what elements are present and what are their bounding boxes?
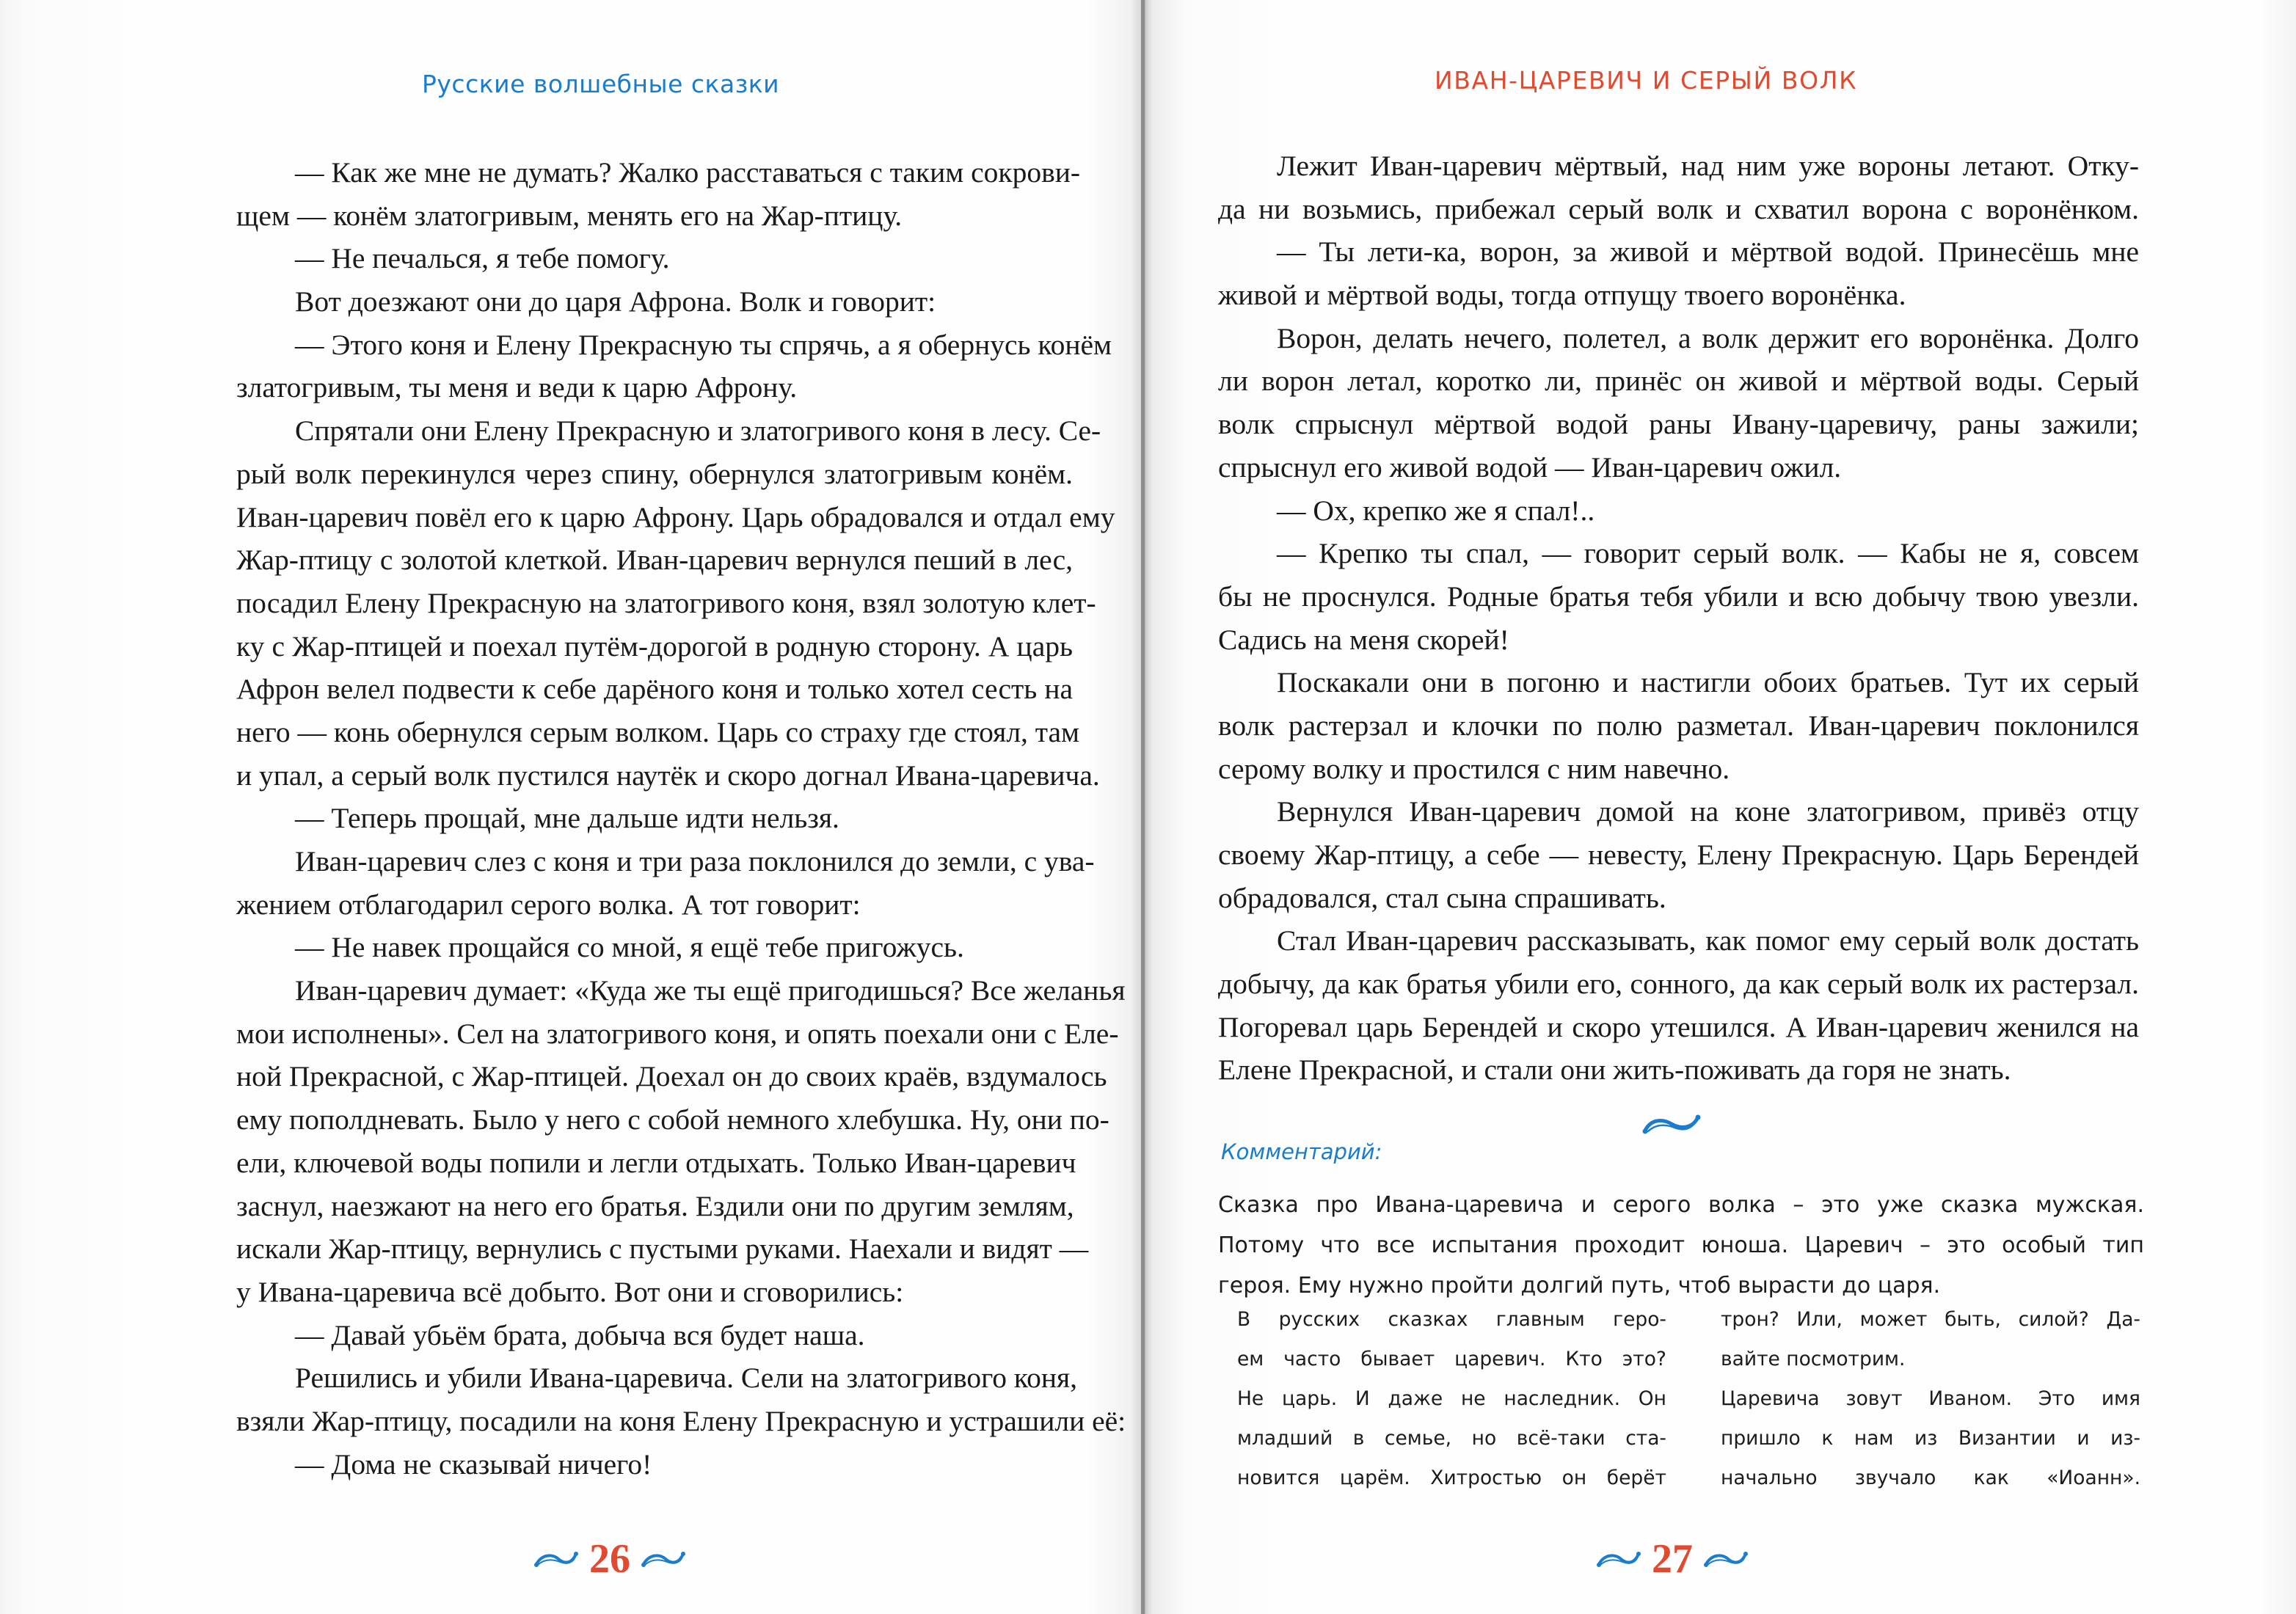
text-line: и упал, а серый волк пустился наутёк и скоро догнал Ивана-царевича. bbox=[236, 759, 1100, 792]
comment-label: Комментарий: bbox=[1221, 1139, 1382, 1164]
text-line: щем — конём златогривым, менять его на Жар-птицу. bbox=[236, 199, 903, 232]
comment-line: новится царём. Хитростью он берёт bbox=[1237, 1467, 1666, 1489]
comment-line: вайте посмотрим. bbox=[1721, 1348, 1906, 1370]
text-line: — Давай убьём брата, добыча вся будет наша. bbox=[295, 1318, 865, 1351]
text-line: Стал Иван-царевич рассказывать, как помог ему серый волк достать bbox=[1277, 924, 2139, 957]
text-line: искали Жар-птицу, вернулись с пустыми руками. Наехали и видят — bbox=[236, 1233, 1089, 1266]
text-line: Спрятали они Елену Прекрасную и златогривого коня в лесу. Се- bbox=[295, 415, 1101, 448]
page-number-left bbox=[533, 1533, 686, 1585]
right-swash-icon bbox=[1703, 1549, 1749, 1569]
text-line: ему пополдневать. Было у него с собой немного хлебушка. Ну, они по- bbox=[236, 1103, 1109, 1136]
right-page-body bbox=[1218, 145, 2139, 1092]
text-line: Жар-птицу с золотой клеткой. Иван-царевич вернулся пеший в лес, bbox=[236, 544, 1073, 577]
comment-column-2 bbox=[1721, 1300, 2140, 1498]
page-number: 27 bbox=[1652, 1536, 1693, 1582]
book-gutter bbox=[1141, 0, 1145, 1614]
text-line: ной Прекрасной, с Жар-птицей. Доехал он до своих краёв, вздумалось bbox=[236, 1060, 1107, 1093]
text-line: ку с Жар-птицей и поехал путём-дорогой в родную сторону. А царь bbox=[236, 629, 1073, 662]
text-line: заснул, наезжают на него его братья. Ездили они по другим землям, bbox=[236, 1189, 1074, 1222]
text-line: — Не печалься, я тебе помогу. bbox=[295, 242, 670, 275]
text-line: добычу, да как братья убили его, сонного, да как серый волк их растерзал. bbox=[1218, 968, 2139, 1001]
text-line: — Теперь прощай, мне дальше идти нельзя. bbox=[295, 802, 839, 835]
text-line: Иван-царевич повёл его к царю Афрону. Царь обрадовался и отдал ему bbox=[236, 500, 1115, 533]
text-line: — Дома не сказывай ничего! bbox=[295, 1447, 652, 1480]
text-line: — Ты лети-ка, ворон, за живой и мёртвой водой. Принесёшь мне bbox=[1277, 235, 2139, 269]
text-line: Афрон велел подвести к себе дарёного коня и только хотел сесть на bbox=[236, 673, 1073, 706]
text-line: него — конь обернулся серым волком. Царь со страху где стоял, там bbox=[236, 715, 1080, 748]
comment-line: героя. Ему нужно пройти долгий путь, чтоб вырасти до царя. bbox=[1218, 1273, 1941, 1299]
running-head-right: ИВАН-ЦАРЕВИЧ И СЕРЫЙ ВОЛК bbox=[1435, 66, 1858, 95]
text-line: Иван-царевич думает: «Куда же ты ещё пригодишься? Все желанья bbox=[295, 974, 1126, 1007]
text-line: — Крепко ты спал, — говорит серый волк. — Кабы не я, совсем bbox=[1277, 537, 2139, 570]
text-line: своему Жар-птицу, а себе — невесту, Елену Прекрасную. Царь Берендей bbox=[1218, 839, 2139, 871]
comment-column-1 bbox=[1237, 1300, 1666, 1498]
comment-line: Потому что все испытания проходит юноша. Царевич – это особый тип bbox=[1218, 1233, 2144, 1258]
comment-line: трон? Или, может быть, силой? Да- bbox=[1721, 1308, 2140, 1331]
text-line: — Этого коня и Елену Прекрасную ты спрячь, а я обернусь конём bbox=[295, 328, 1112, 361]
text-line: у Ивана-царевича всё добыто. Вот они и сговорились: bbox=[236, 1275, 904, 1308]
text-line: бы не проснулся. Родные братья тебя убили и всю добычу твою увезли. bbox=[1218, 580, 2139, 613]
text-line: Лежит Иван-царевич мёртвый, над ним уже вороны летают. Отку- bbox=[1277, 150, 2139, 182]
text-line: Иван-царевич слез с коня и три раза поклонился до земли, с ува- bbox=[295, 845, 1095, 877]
text-line: Поскакали они в погоню и настигли обоих братьев. Тут их серый bbox=[1277, 666, 2139, 699]
running-head-left: Русские волшебные сказки bbox=[422, 70, 780, 98]
left-swash-icon bbox=[1596, 1549, 1641, 1569]
text-line: — Не навек прощайся со мной, я ещё тебе пригожусь. bbox=[295, 931, 964, 964]
comment-line: ем часто бывает царевич. Кто это? bbox=[1237, 1348, 1666, 1370]
text-line: Погоревал царь Берендей и скоро утешился. А Иван-царевич женился на bbox=[1218, 1010, 2139, 1043]
text-line: рый волк перекинулся через спину, обернулся златогривым конём. bbox=[236, 457, 1073, 490]
comment-line: Сказка про Ивана-царевича и серого волка – это уже сказка мужская. bbox=[1218, 1192, 2144, 1218]
text-line: Садись на меня скорей! bbox=[1218, 623, 1509, 656]
text-line: да ни возьмись, прибежал серый волк и схватил ворона с воронёнком. bbox=[1218, 192, 2139, 225]
text-line: ели, ключевой воды попили и легли отдыхать. Только Иван-царевич bbox=[236, 1146, 1076, 1179]
left-swash-icon bbox=[533, 1549, 579, 1569]
text-line: посадил Елену Прекрасную на златогривого коня, взял золотую клет- bbox=[236, 586, 1096, 619]
page-number: 26 bbox=[589, 1536, 630, 1582]
text-line: серому волку и простился с ним навечно. bbox=[1218, 752, 1730, 785]
comment-intro bbox=[1218, 1185, 2144, 1306]
text-line: ли ворон летал, коротко ли, принёс он живой и мёртвой воды. Серый bbox=[1218, 365, 2139, 398]
comment-line: Царевича зовут Иваном. Это имя bbox=[1721, 1387, 2140, 1410]
left-page-body bbox=[236, 151, 1126, 1486]
text-line: Решились и убили Ивана-царевича. Сели на златогривого коня, bbox=[295, 1362, 1078, 1395]
text-line: Елене Прекрасной, и стали они жить-поживать да горя не знать. bbox=[1218, 1054, 2011, 1087]
page-number-right bbox=[1596, 1533, 1749, 1585]
text-line: — Как же мне не думать? Жалко расставаться с таким сокрови- bbox=[295, 156, 1081, 189]
comment-line: начально звучало как «Иоанн». bbox=[1721, 1467, 2140, 1489]
text-line: — Ох, крепко же я спал!.. bbox=[1277, 494, 1595, 527]
comment-line: Не царь. И даже не наследник. Он bbox=[1237, 1387, 1666, 1410]
comment-line: младший в семье, но всё-таки ста- bbox=[1237, 1427, 1666, 1450]
right-swash-icon bbox=[641, 1549, 686, 1569]
text-line: взяли Жар-птицу, посадили на коня Елену Прекрасную и устрашили её: bbox=[236, 1404, 1126, 1437]
text-line: Вернулся Иван-царевич домой на коне златогривом, привёз отцу bbox=[1277, 795, 2139, 828]
text-line: волк растерзал и клочки по полю разметал. Иван-царевич поклонился bbox=[1218, 709, 2139, 742]
text-line: живой и мёртвой воды, тогда отпущу твоего воронёнка. bbox=[1218, 279, 1906, 312]
text-line: жением отблагодарил серого волка. А тот говорит: bbox=[236, 888, 861, 921]
comment-line: В русских сказках главным геро- bbox=[1237, 1308, 1666, 1331]
text-line: Ворон, делать нечего, полетел, а волк держит его воронёнка. Долго bbox=[1277, 321, 2139, 354]
comment-line: пришло к нам из Византии и из- bbox=[1721, 1427, 2140, 1450]
text-line: волк спрыснул мёртвой водой раны Ивану-царевичу, раны зажили; bbox=[1218, 408, 2139, 441]
text-line: спрыснул его живой водой — Иван-царевич ожил. bbox=[1218, 450, 1842, 483]
text-line: Вот доезжают они до царя Афрона. Волк и говорит: bbox=[295, 285, 936, 318]
text-line: златогривым, ты меня и веди к царю Афрону. bbox=[236, 371, 798, 404]
wave-separator-icon bbox=[1641, 1111, 1702, 1136]
text-line: мои исполнены». Сел на златогривого коня, и опять поехали они с Еле- bbox=[236, 1017, 1119, 1050]
text-line: обрадовался, стал сына спрашивать. bbox=[1218, 881, 1666, 914]
